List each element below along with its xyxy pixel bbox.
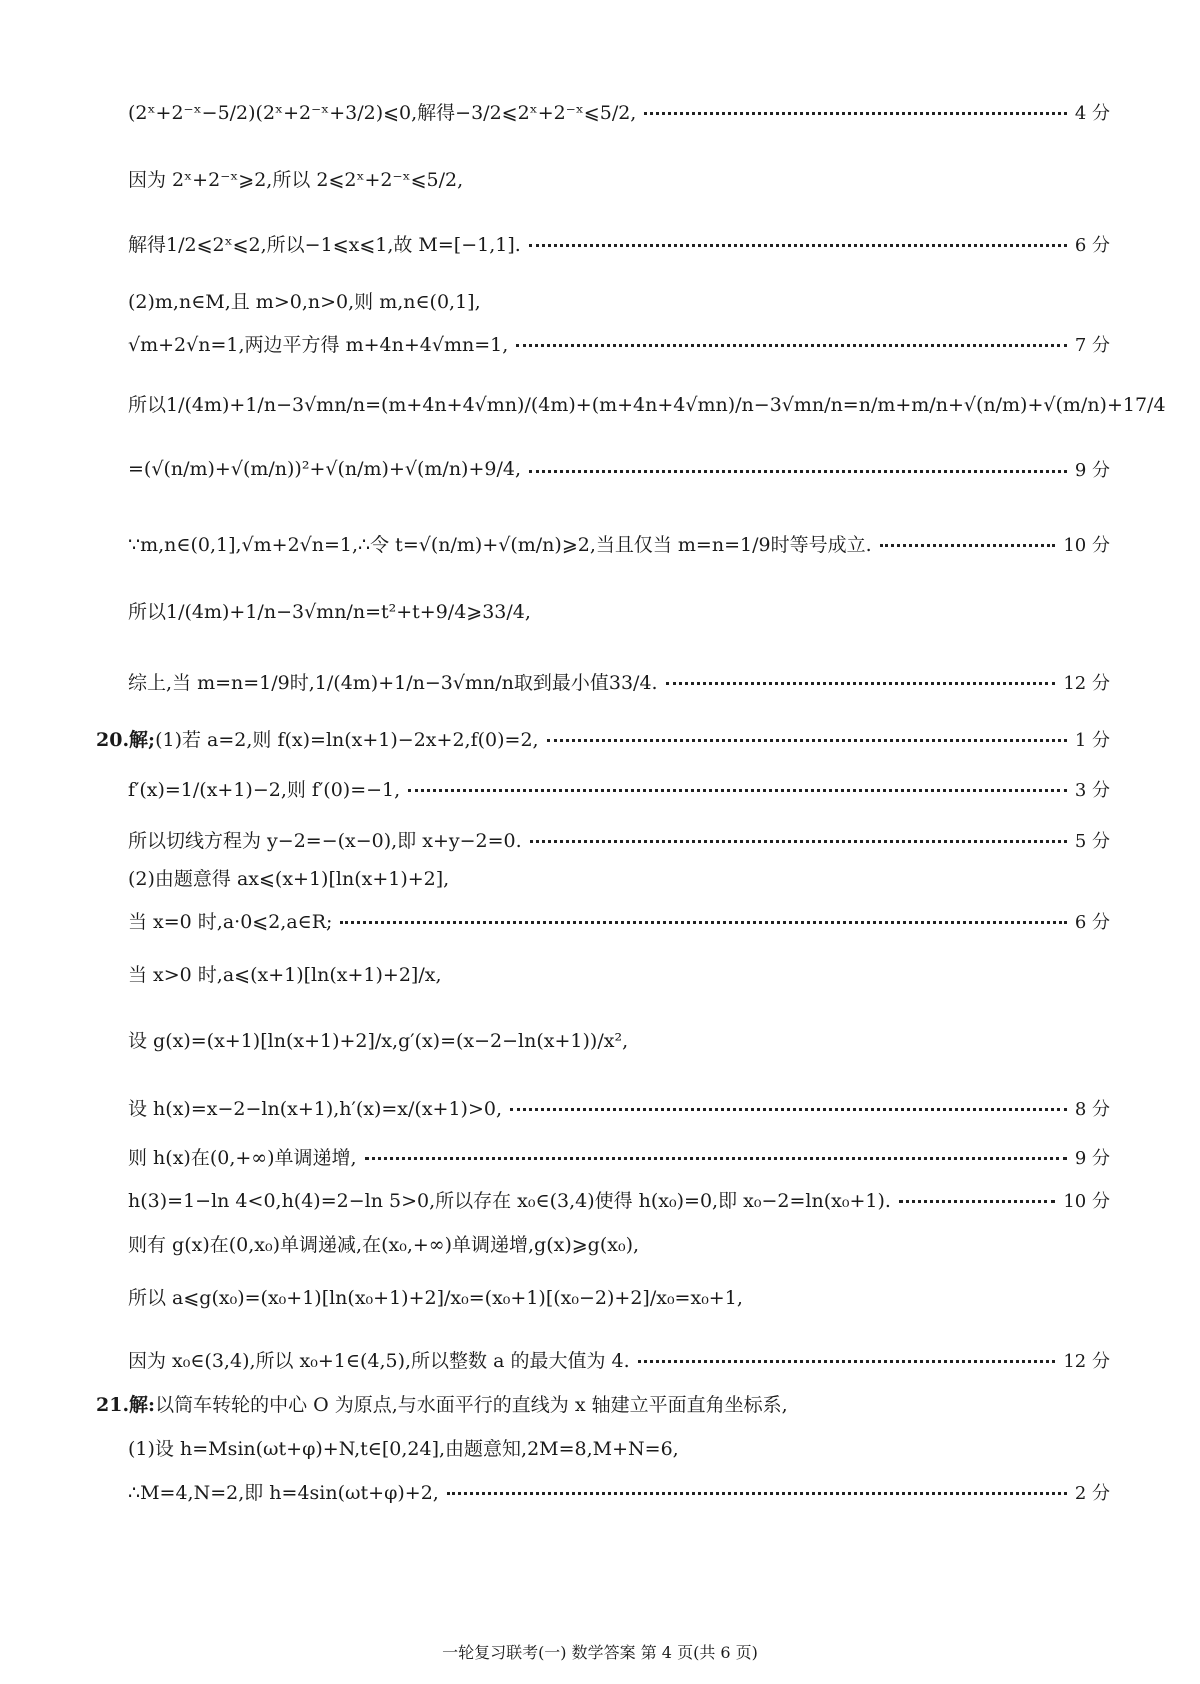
line-7 (128, 456, 1110, 482)
dot-leader (529, 244, 1067, 247)
score: 5 分 (1074, 830, 1110, 852)
dot-leader (547, 739, 1067, 742)
dot-leader (408, 789, 1067, 792)
line-text: (2)由题意得 ax⩽(x+1)[ln(x+1)+2], (128, 868, 450, 890)
dot-leader (880, 544, 1056, 547)
line-16 (128, 960, 1110, 987)
line-text: (2)m,n∈M,且 m>0,n>0,则 m,n∈(0,1], (128, 291, 481, 313)
question-number: 20.解; (96, 729, 156, 751)
line-text: ∴M=4,N=2,即 h=4sin(ωt+φ)+2, (128, 1482, 439, 1504)
line-text: 当 x=0 时,a·0⩽2,a∈R; (128, 911, 333, 933)
dot-leader (365, 1157, 1067, 1160)
line-8 (128, 530, 1110, 557)
line-text: f′(x)=1/(x+1)−2,则 f′(0)=−1, (128, 779, 401, 801)
line-9 (128, 597, 1110, 624)
dot-leader (510, 1108, 1067, 1111)
line-text: (1)若 a=2,则 f(x)=ln(x+1)−2x+2,f(0)=2, (155, 729, 539, 751)
line-25 (128, 1434, 1110, 1461)
dot-leader (530, 840, 1067, 843)
line-12 (128, 775, 1110, 802)
line-15 (128, 907, 1110, 934)
dot-leader (529, 470, 1067, 473)
score: 7 分 (1074, 334, 1110, 356)
line-text: 设 g(x)=(x+1)[ln(x+1)+2]/x,g′(x)=(x−2−ln(x+1))/x², (128, 1030, 629, 1052)
score: 9 分 (1074, 1147, 1110, 1169)
line-text: 则有 g(x)在(0,x₀)单调递减,在(x₀,+∞)单调递增,g(x)⩾g(x₀), (128, 1234, 640, 1256)
score: 10 分 (1063, 534, 1110, 556)
line-13 (128, 826, 1110, 853)
dot-leader (666, 682, 1056, 685)
line-text: (1)设 h=Msin(ωt+φ)+N,t∈[0,24],由题意知,2M=8,M+N=6, (128, 1438, 679, 1460)
line-text: 解得1/2⩽2ˣ⩽2,所以−1⩽x⩽1,故 M=[−1,1]. (128, 234, 521, 256)
line-22 (128, 1283, 1110, 1310)
line-11 (96, 725, 1110, 752)
line-text: h(3)=1−ln 4<0,h(4)=2−ln 5>0,所以存在 x₀∈(3,4)使得 h(x₀)=0,即 x₀−2=ln(x₀+1). (128, 1190, 891, 1212)
dot-leader (516, 344, 1067, 347)
line-text: 设 h(x)=x−2−ln(x+1),h′(x)=x/(x+1)>0, (128, 1098, 503, 1120)
line-2 (128, 165, 1110, 192)
line-text: 因为 x₀∈(3,4),所以 x₀+1∈(4,5),所以整数 a 的最大值为 4. (128, 1350, 630, 1372)
line-21 (128, 1230, 1110, 1257)
page-footer: 一轮复习联考(一) 数学答案 第 4 页(共 6 页) (442, 1643, 758, 1662)
line-17 (128, 1026, 1110, 1053)
score: 9 分 (1074, 460, 1110, 481)
dot-leader (340, 921, 1066, 924)
line-text: 则 h(x)在(0,+∞)单调递增, (128, 1147, 357, 1169)
line-text: =(√(n/m)+√(m/n))²+√(n/m)+√(m/n)+9/4, (128, 458, 522, 480)
score: 12 分 (1063, 672, 1110, 694)
score: 4 分 (1074, 102, 1110, 124)
line-text: 因为 2ˣ+2⁻ˣ⩾2,所以 2⩽2ˣ+2⁻ˣ⩽5/2, (128, 169, 464, 191)
line-5 (128, 330, 1110, 357)
score: 2 分 (1074, 1482, 1110, 1504)
line-text: 当 x>0 时,a⩽(x+1)[ln(x+1)+2]/x, (128, 964, 442, 986)
score: 8 分 (1074, 1098, 1110, 1120)
line-19 (128, 1143, 1110, 1170)
line-6 (128, 390, 1166, 417)
line-text: 所以 a⩽g(x₀)=(x₀+1)[ln(x₀+1)+2]/x₀=(x₀+1)[(x₀−2)+2]/x₀=x₀+1, (128, 1287, 743, 1309)
score: 12 分 (1063, 1350, 1110, 1372)
score: 1 分 (1074, 729, 1110, 751)
line-text: (2ˣ+2⁻ˣ−5/2)(2ˣ+2⁻ˣ+3/2)⩽0,解得−3/2⩽2ˣ+2⁻ˣ⩽5/2, (128, 102, 637, 124)
score: 6 分 (1074, 911, 1110, 933)
line-23 (128, 1346, 1110, 1373)
line-text: ∵m,n∈(0,1],√m+2√n=1,∴令 t=√(n/m)+√(m/n)⩾2,当且仅当 m=n=1/9时等号成立. (128, 534, 872, 556)
line-text: 所以1/(4m)+1/n−3√mn/n=t²+t+9/4⩾33/4, (128, 601, 531, 623)
line-18 (128, 1094, 1110, 1121)
line-text: 所以切线方程为 y−2=−(x−0),即 x+y−2=0. (128, 830, 522, 852)
line-text: 所以1/(4m)+1/n−3√mn/n=(m+4n+4√mn)/(4m)+(m+4n+4√mn)/n−3√mn/n=n/m+m/n+√(n/m)+√(m/n)+17/4 (128, 394, 1166, 416)
score: 10 分 (1063, 1190, 1110, 1212)
score: 3 分 (1074, 779, 1110, 801)
dot-leader (447, 1492, 1067, 1495)
line-text: √m+2√n=1,两边平方得 m+4n+4√mn=1, (128, 334, 509, 356)
dot-leader (638, 1360, 1056, 1363)
line-10 (128, 668, 1110, 695)
line-3 (128, 230, 1110, 257)
line-20 (128, 1186, 1110, 1213)
line-1 (128, 98, 1110, 125)
line-14 (128, 864, 1110, 891)
line-4 (128, 287, 1110, 314)
line-text: 综上,当 m=n=1/9时,1/(4m)+1/n−3√mn/n取到最小值33/4. (128, 672, 658, 694)
score: 6 分 (1074, 234, 1110, 256)
question-number: 21.解: (96, 1394, 156, 1416)
line-24 (96, 1390, 1110, 1417)
line-text: 以筒车转轮的中心 O 为原点,与水面平行的直线为 x 轴建立平面直角坐标系, (155, 1394, 788, 1416)
dot-leader (644, 112, 1066, 115)
dot-leader (899, 1200, 1055, 1203)
line-26 (128, 1478, 1110, 1505)
